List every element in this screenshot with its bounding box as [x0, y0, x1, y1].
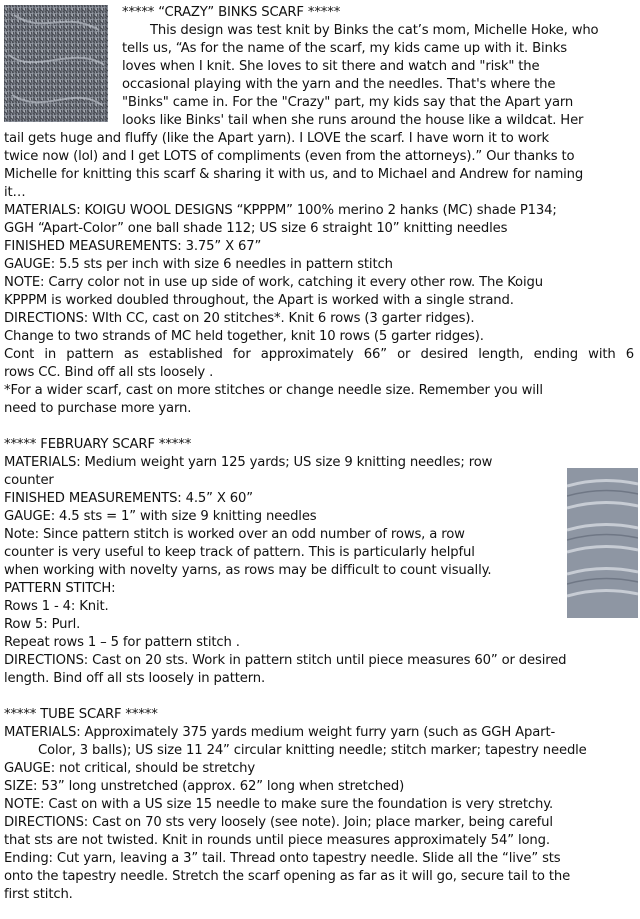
crazy-directions: DIRECTIONS: WIth CC, cast on 20 stitches*. Knit 6 rows (3 garter ridges).: [4, 311, 475, 326]
tube-note: NOTE: Cast on with a US size 15 needle to make sure the foundation is very stretchy.: [4, 797, 554, 812]
crazy-footnote: need to purchase more yarn.: [4, 401, 192, 416]
intro-line: tail gets huge and fluffy (like the Apart yarn). I LOVE the scarf. I have worn it to work: [4, 131, 550, 146]
crazy-footnote: *For a wider scarf, cast on more stitches or change needle size. Remember you will: [4, 383, 543, 398]
intro-line: twice now (lol) and I get LOTS of compliments (even from the attorneys).” Our thanks to: [4, 149, 575, 164]
crazy-directions: Cont in pattern as established for approximately 66” or desired length, ending with 6: [4, 347, 634, 362]
crazy-gauge: GAUGE: 5.5 sts per inch with size 6 needles in pattern stitch: [4, 257, 393, 272]
february-scarf-body: [4, 454, 634, 652]
crazy-materials: MATERIALS: KOIGU WOOL DESIGNS “KPPPM” 100% merino 2 hanks (MC) shade P134;: [4, 203, 557, 218]
february-scarf-title: ***** FEBRUARY SCARF *****: [4, 437, 192, 452]
tube-gauge: GAUGE: not critical, should be stretchy: [4, 761, 255, 776]
tube-materials: MATERIALS: Approximately 375 yards medium weight furry yarn (such as GGH Apart-: [4, 725, 556, 740]
pattern-stitch-heading: PATTERN STITCH:: [4, 581, 116, 596]
tube-ending: first stitch.: [4, 887, 73, 902]
tube-materials: Color, 3 balls); US size 11 24” circular knitting needle; stitch marker; tapestry needle: [38, 743, 587, 758]
document-page: [4, 4, 634, 904]
intro-line: Michelle for knitting this scarf & sharing it with us, and to Michael and Andrew for naming: [4, 167, 584, 182]
february-directions: length. Bind off all sts loosely in pattern.: [4, 671, 266, 686]
intro-line: This design was test knit by Binks the cat’s mom, Michelle Hoke, who: [150, 23, 599, 38]
crazy-directions: Change to two strands of MC held together, knit 10 rows (5 garter ridges).: [4, 329, 484, 344]
february-note: counter is very useful to keep track of pattern. This is particularly helpful: [4, 545, 475, 560]
february-note: Note: Since pattern stitch is worked over an odd number of rows, a row: [4, 527, 465, 542]
february-materials: MATERIALS: Medium weight yarn 125 yards; US size 9 knitting needles; row: [4, 455, 493, 470]
tube-scarf-title: ***** TUBE SCARF *****: [4, 707, 158, 722]
february-gauge: GAUGE: 4.5 sts = 1” with size 9 knitting needles: [4, 509, 317, 524]
crazy-materials: GGH “Apart-Color” one ball shade 112; US size 6 straight 10” knitting needles: [4, 221, 508, 236]
tube-ending: Ending: Cut yarn, leaving a 3” tail. Thread onto tapestry needle. Slide all the “live” sts: [4, 851, 561, 866]
crazy-scarf-title: ***** “CRAZY” BINKS SCARF *****: [122, 5, 341, 20]
intro-line: loves when I knit. She loves to sit there and watch and "risk" the: [122, 59, 540, 74]
february-note: when working with novelty yarns, as rows may be difficult to count visually.: [4, 563, 492, 578]
intro-line: occasional playing with the yarn and the needles. That's where the: [122, 77, 556, 92]
february-materials: counter: [4, 473, 54, 488]
crazy-scarf-intro: [122, 4, 634, 130]
pattern-stitch-row: Repeat rows 1 – 5 for pattern stitch .: [4, 635, 240, 650]
tube-size: SIZE: 53” long unstretched (approx. 62” long when stretched): [4, 779, 405, 794]
crazy-finished-measurements: FINISHED MEASUREMENTS: 3.75” X 67”: [4, 239, 262, 254]
february-finished-measurements: FINISHED MEASUREMENTS: 4.5” X 60”: [4, 491, 253, 506]
crazy-note: KPPPM is worked doubled throughout, the Apart is worked with a single strand.: [4, 293, 514, 308]
intro-line: tells us, “As for the name of the scarf, my kids came up with it. Binks: [122, 41, 567, 56]
tube-ending: onto the tapestry needle. Stretch the scarf opening as far as it will go, secure tail to the: [4, 869, 571, 884]
intro-line: "Binks" came in. For the "Crazy" part, my kids say that the Apart yarn: [122, 95, 574, 110]
crazy-directions: rows CC. Bind off all sts loosely .: [4, 365, 214, 380]
tube-directions: DIRECTIONS: Cast on 70 sts very loosely (see note). Join; place marker, being careful: [4, 815, 553, 830]
pattern-stitch-row: Rows 1 - 4: Knit.: [4, 599, 109, 614]
intro-line: looks like Binks' tail when she runs around the house like a wildcat. Her: [122, 113, 584, 128]
tube-directions: that sts are not twisted. Knit in rounds until piece measures approximately 54” long.: [4, 833, 550, 848]
intro-line: it…: [4, 185, 26, 200]
crazy-note: NOTE: Carry color not in use up side of work, catching it every other row. The Koigu: [4, 275, 543, 290]
pattern-stitch-row: Row 5: Purl.: [4, 617, 81, 632]
february-directions: DIRECTIONS: Cast on 20 sts. Work in pattern stitch until piece measures 60” or desired: [4, 653, 567, 668]
